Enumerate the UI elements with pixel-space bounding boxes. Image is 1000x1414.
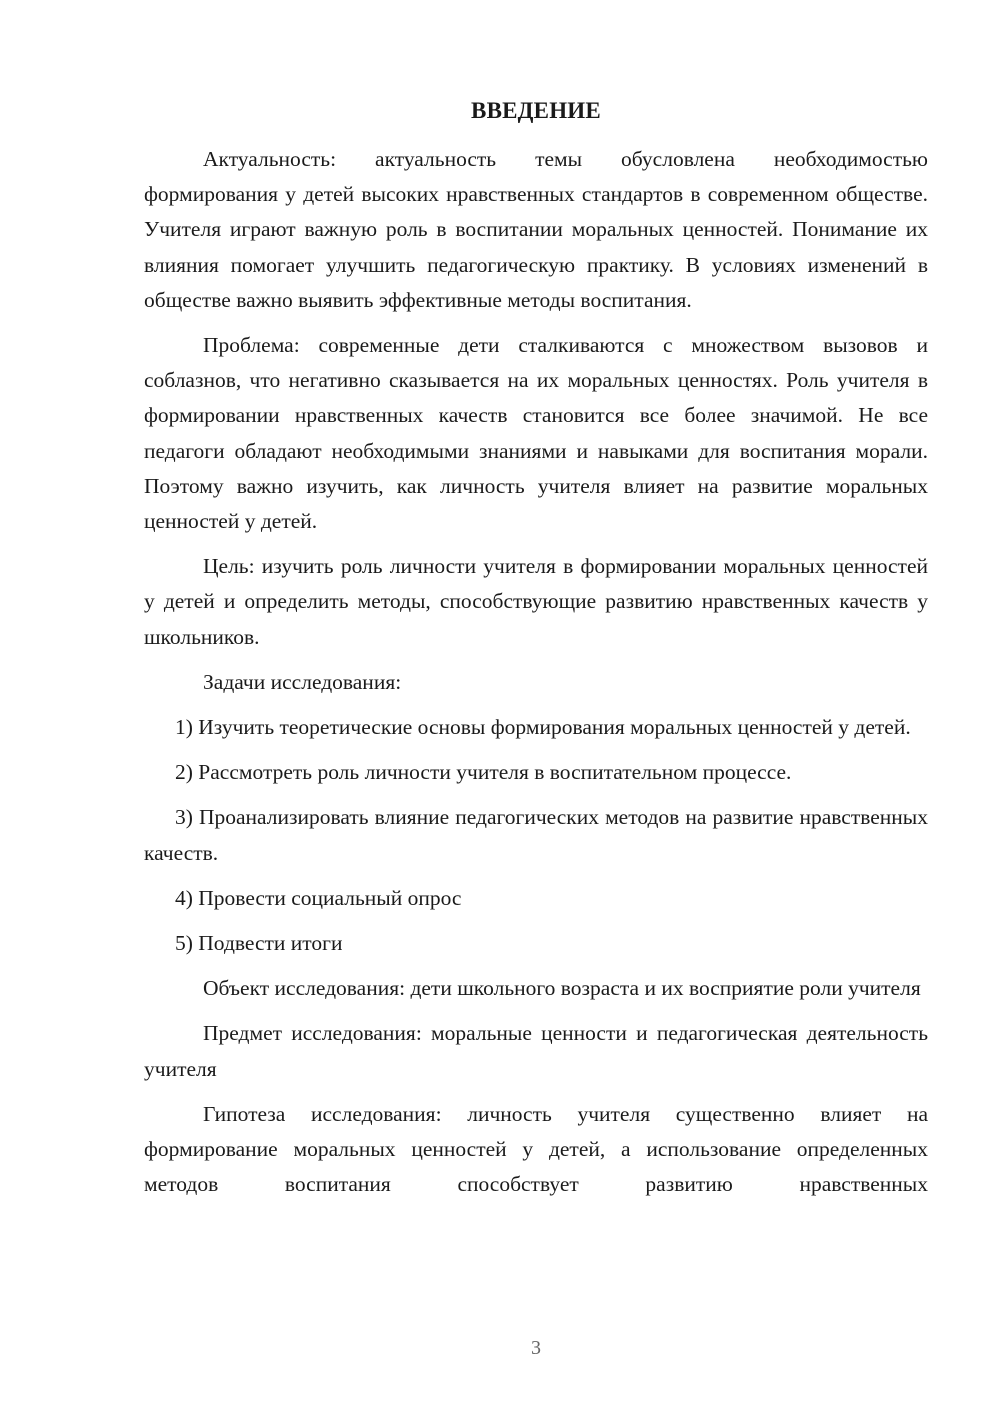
task-item: 1) Изучить теоретические основы формирования моральных ценностей у детей. <box>175 715 911 740</box>
hypothesis-paragraph: Гипотеза исследования: личность учителя существенно влияет на формирование моральных ценностей у детей, а использование определенных методов воспитания способствует развитию нравственных <box>144 1101 928 1197</box>
page-title: ВВЕДЕНИЕ <box>471 98 601 123</box>
task-item: 4) Провести социальный опрос <box>175 885 462 910</box>
task-item: 2) Рассмотреть роль личности учителя в воспитательном процессе. <box>175 760 792 785</box>
tasks-heading: Задачи исследования: <box>203 669 402 694</box>
page-number: 3 <box>531 1337 541 1359</box>
subject-paragraph: Предмет исследования: моральные ценности и педагогическая деятельность учителя <box>144 1021 928 1081</box>
problem-paragraph: Проблема: современные дети сталкиваются с множеством вызовов и соблазнов, что негативно сказывается на их моральных ценностях. Роль учителя в формировании нравственных качеств становится все более значимой. Не все педагоги обладают необходимыми знаниями и навыками для воспитания морали. Поэтому важно изучить, как личность учителя влияет на развитие моральных ценностей у детей. <box>144 333 928 534</box>
goal-paragraph: Цель: изучить роль личности учителя в формировании моральных ценностей у детей и определить методы, способствующие развитию нравственных качеств у школьников. <box>144 554 928 649</box>
relevance-paragraph: Актуальность: актуальность темы обусловлена необходимостью формирования у детей высоких нравственных стандартов в современном обществе. Учителя играют важную роль в воспитании моральных ценностей. Понимание их влияния помогает улучшить педагогическую практику. В условиях изменений в обществе важно выявить эффективные методы воспитания. <box>144 147 928 312</box>
object-paragraph: Объект исследования: дети школьного возраста и их восприятие роли учителя <box>203 976 921 1001</box>
document-body <box>144 142 928 1212</box>
task-item: 5) Подвести итоги <box>175 931 343 956</box>
task-item: 3) Проанализировать влияние педагогических методов на развитие нравственных качеств. <box>144 805 928 865</box>
